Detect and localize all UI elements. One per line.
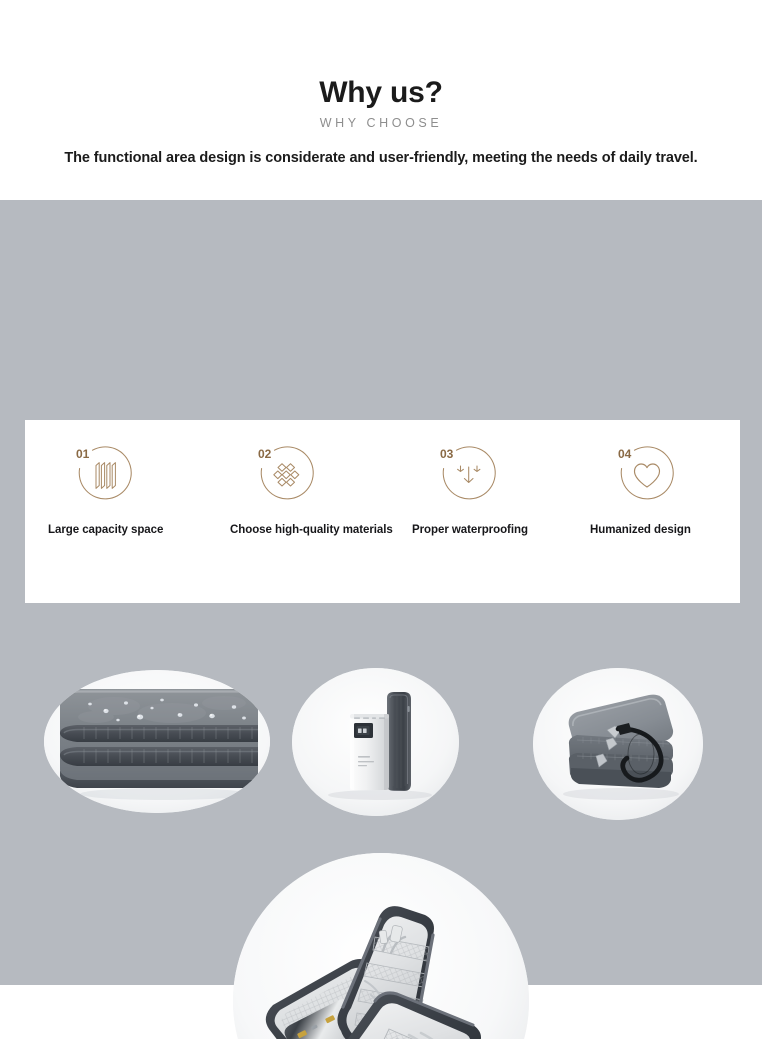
compartments-icon (74, 445, 136, 507)
diamond-mesh-icon (256, 445, 318, 507)
feature-label: Choose high-quality materials (230, 524, 393, 536)
feature-label: Large capacity space (48, 524, 164, 536)
feature-item-humanized-design[interactable] (585, 420, 762, 603)
page-tagline: The functional area design is considerate and user-friendly, meeting the needs of daily travel. (64, 150, 698, 166)
features-card (25, 420, 740, 603)
content-band (0, 200, 762, 985)
feature-label: Humanized design (590, 524, 691, 536)
product-photo-case-with-wrist-strap (533, 668, 703, 820)
feature-item-large-capacity-space[interactable] (43, 420, 223, 603)
page-header (0, 0, 762, 200)
page-subtitle: WHY CHOOSE (319, 116, 443, 130)
heart-icon (616, 445, 678, 507)
product-photo-water-resistant-case (44, 670, 270, 813)
feature-number-02: 02 (258, 447, 272, 461)
page-title: Why us? (319, 76, 443, 109)
product-photo-power-bank-and-case (292, 668, 459, 816)
feature-item-proper-waterproofing[interactable] (407, 420, 587, 603)
feature-number-01: 01 (76, 447, 90, 461)
product-photo-open-organizer (233, 853, 529, 1039)
feature-item-high-quality-materials[interactable] (225, 420, 405, 603)
water-droplets-icon (438, 445, 500, 507)
feature-label: Proper waterproofing (412, 524, 528, 536)
feature-number-03: 03 (440, 447, 454, 461)
feature-number-04: 04 (618, 447, 632, 461)
